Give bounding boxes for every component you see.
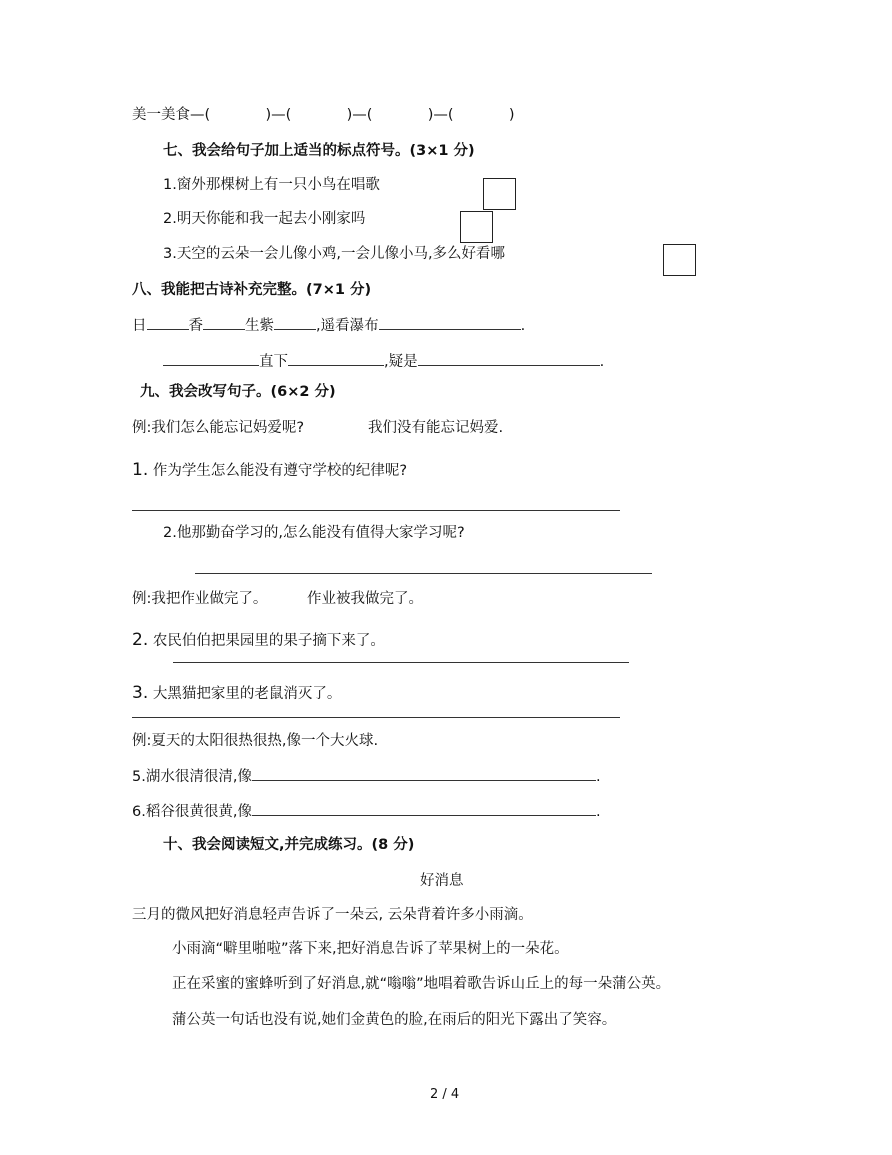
period: . — [595, 804, 601, 820]
example-2-question: 例:我把作业做完了。 — [132, 591, 268, 607]
poem-text: ,遥看瀑布 — [316, 318, 379, 334]
rewrite-item-4 — [132, 683, 341, 704]
example-3: 例:夏天的太阳很热很热,像一个大火球. — [132, 733, 379, 749]
answer-line[interactable] — [173, 662, 629, 663]
period: . — [595, 769, 601, 785]
blank[interactable] — [274, 315, 316, 330]
poem-text: ,疑是 — [384, 354, 418, 370]
answer-line[interactable] — [132, 510, 620, 511]
section-7-heading: 七、我会给句子加上适当的标点符号。(3×1 分) — [163, 143, 475, 159]
rewrite-item-5 — [132, 766, 601, 787]
blank[interactable] — [163, 351, 259, 366]
poem-text: . — [599, 354, 605, 370]
item-number: 1. — [132, 460, 149, 480]
example-1-question: 例:我们怎么能忘记妈爱呢? — [132, 420, 305, 436]
punctuation-item-3: 3.天空的云朵一会儿像小鸡,一会儿像小马,多么好看哪 — [163, 246, 506, 262]
passage-paragraph: 正在采蜜的蜜蜂听到了好消息,就“嗡嗡”地唱着歌告诉山丘上的每一朵蒲公英。 — [172, 976, 671, 992]
punctuation-item-2: 2.明天你能和我一起去小刚家吗 — [163, 211, 366, 227]
passage-paragraph: 蒲公英一句话也没有说,她们金黄色的脸,在雨后的阳光下露出了笑容。 — [172, 1012, 617, 1028]
word-chain-line: 美一美食—( )—( )—( )—( ) — [132, 107, 515, 123]
page-number: 2 / 4 — [430, 1087, 460, 1102]
poem-line-1 — [132, 315, 525, 336]
answer-box-3[interactable] — [663, 244, 696, 276]
poem-text: . — [520, 318, 526, 334]
section-9-heading: 九、我会改写句子。(6×2 分) — [140, 384, 336, 400]
example-2-answer: 作业被我做完了。 — [307, 591, 423, 607]
item-number: 2. — [132, 630, 149, 650]
example-1-answer: 我们没有能忘记妈爱. — [368, 420, 504, 436]
poem-text: 香 — [188, 318, 203, 334]
poem-text: 生紫 — [245, 318, 274, 334]
blank[interactable] — [418, 351, 600, 366]
passage-title: 好消息 — [420, 873, 464, 889]
section-8-heading: 八、我能把古诗补充完整。(7×1 分) — [132, 282, 372, 298]
blank[interactable] — [379, 315, 521, 330]
answer-box-1[interactable] — [483, 178, 516, 210]
blank[interactable] — [288, 351, 384, 366]
answer-line[interactable] — [132, 717, 620, 718]
item-number: 3. — [132, 683, 149, 703]
item-text: 6.稻谷很黄很黄,像 — [132, 804, 252, 820]
answer-box-2[interactable] — [460, 211, 493, 243]
item-text: 农民伯伯把果园里的果子摘下来了。 — [152, 633, 385, 649]
poem-text: 直下 — [259, 354, 288, 370]
blank[interactable] — [147, 315, 189, 330]
blank[interactable] — [203, 315, 245, 330]
section-10-heading: 十、我会阅读短文,并完成练习。(8 分) — [163, 837, 415, 853]
item-text: 作为学生怎么能没有遵守学校的纪律呢? — [152, 463, 408, 479]
blank[interactable] — [252, 801, 596, 816]
passage-paragraph: 三月的微风把好消息轻声告诉了一朵云, 云朵背着许多小雨滴。 — [132, 907, 533, 923]
rewrite-item-2: 2.他那勤奋学习的,怎么能没有值得大家学习呢? — [163, 525, 465, 541]
rewrite-item-1 — [132, 460, 407, 481]
rewrite-item-3 — [132, 630, 385, 651]
punctuation-item-1: 1.窗外那棵树上有一只小鸟在唱歌 — [163, 177, 380, 193]
poem-text: 日 — [132, 318, 147, 334]
passage-paragraph: 小雨滴“噼里啪啦”落下来,把好消息告诉了苹果树上的一朵花。 — [172, 941, 569, 957]
item-text: 5.湖水很清很清,像 — [132, 769, 252, 785]
item-text: 大黑猫把家里的老鼠消灭了。 — [152, 686, 342, 702]
answer-line[interactable] — [195, 573, 652, 574]
blank[interactable] — [252, 766, 596, 781]
rewrite-item-6 — [132, 801, 601, 822]
poem-line-2 — [163, 351, 604, 372]
